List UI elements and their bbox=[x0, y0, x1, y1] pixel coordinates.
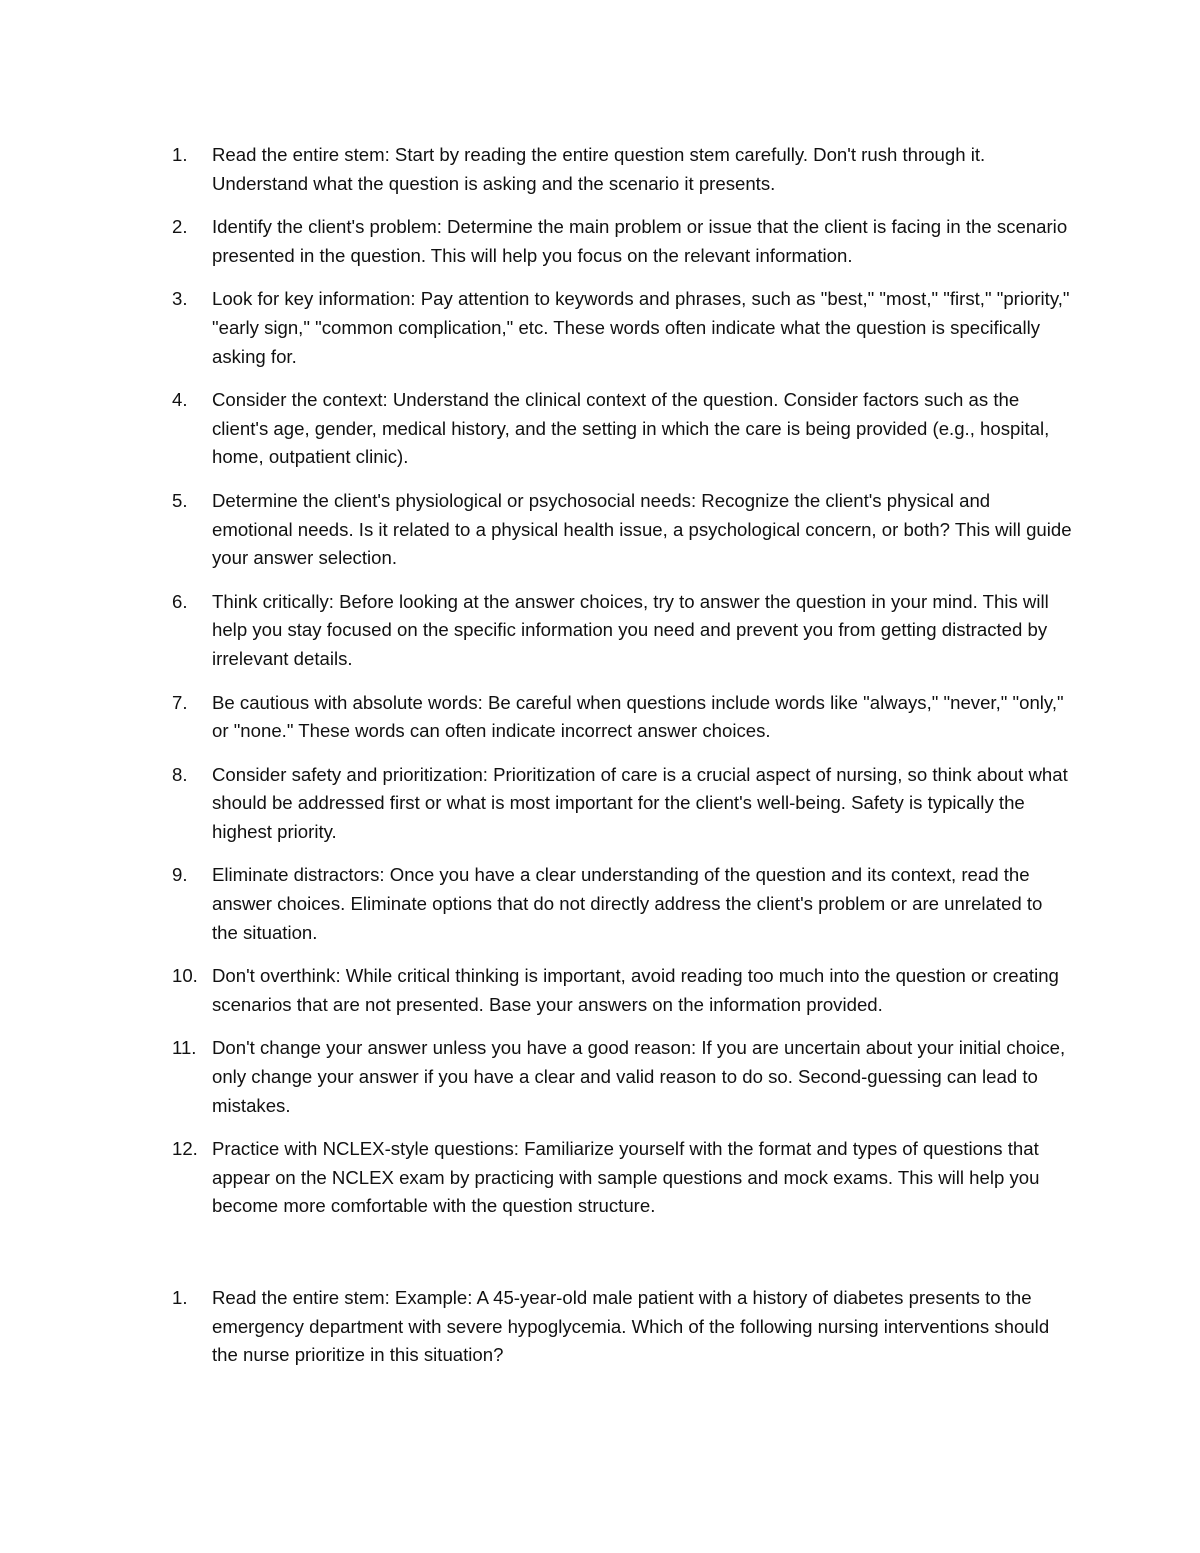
list-item bbox=[172, 689, 1072, 746]
list-item bbox=[172, 1034, 1072, 1120]
list-item bbox=[172, 285, 1072, 371]
item-text: Consider the context: Understand the clinical context of the question. Consider factors such as the client's age, gender, medical history, and the setting in which the care is being provided (e.g., hospital, home, outpatient clinic). bbox=[212, 389, 1050, 468]
item-number: 4. bbox=[172, 389, 188, 411]
item-number: 6. bbox=[172, 590, 188, 612]
list-item bbox=[172, 1284, 1072, 1370]
item-text: Don't overthink: While critical thinking is important, avoid reading too much into the question or creating scenarios that are not presented. Base your answers on the information provided. bbox=[212, 965, 1059, 1015]
list-item bbox=[172, 761, 1072, 847]
item-text: Think critically: Before looking at the answer choices, try to answer the question in your mind. This will help you stay focused on the specific information you need and prevent you from getting distracted by irrelevant details. bbox=[212, 590, 1049, 669]
item-text: Read the entire stem: Start by reading the entire question stem carefully. Don't rush through it. Understand what the question is asking and the scenario it presents. bbox=[212, 144, 986, 194]
item-number: 9. bbox=[172, 864, 188, 886]
item-number: 8. bbox=[172, 763, 188, 785]
item-number: 7. bbox=[172, 691, 188, 713]
list-item bbox=[172, 588, 1072, 674]
item-number: 11. bbox=[172, 1037, 197, 1059]
list-item bbox=[172, 213, 1072, 270]
item-number: 2. bbox=[172, 216, 188, 238]
item-text: Look for key information: Pay attention to keywords and phrases, such as "best," "most," "first," "priority," "early sign," "common complication," etc. These words often indicate what the question is specifically asking for. bbox=[212, 288, 1070, 367]
item-text: Read the entire stem: Example: A 45-year-old male patient with a history of diabetes presents to the emergency department with severe hypoglycemia. Which of the following nursing interventions should the nurse prioritize in this situation? bbox=[212, 1287, 1050, 1366]
item-number: 1. bbox=[172, 1287, 188, 1308]
item-text: Don't change your answer unless you have a good reason: If you are uncertain about your initial choice, only change your answer if you have a clear and valid reason to do so. Second-guessing can lead to mistakes. bbox=[212, 1037, 1066, 1116]
list-item bbox=[172, 962, 1072, 1019]
item-number: 5. bbox=[172, 489, 188, 511]
list-item bbox=[172, 1135, 1072, 1221]
list-item bbox=[172, 386, 1072, 472]
item-text: Consider safety and prioritization: Prioritization of care is a crucial aspect of nursing, so think about what should be addressed first or what is most important for the client's well-being. Safety is typically the highest priority. bbox=[212, 763, 1068, 842]
list-item bbox=[172, 487, 1072, 573]
tips-list bbox=[172, 141, 1072, 1236]
item-text: Eliminate distractors: Once you have a clear understanding of the question and its context, read the answer choices. Eliminate options that do not directly address the client's problem or are unrelated to the situation. bbox=[212, 864, 1043, 943]
item-text: Be cautious with absolute words: Be careful when questions include words like "always," "never," "only," or "none." These words can often indicate incorrect answer choices. bbox=[212, 691, 1064, 742]
example-list bbox=[172, 1284, 1072, 1385]
item-text: Determine the client's physiological or psychosocial needs: Recognize the client's physical and emotional needs. Is it related to a physical health issue, a psychological concern, or both? This will guide your answer selection. bbox=[212, 489, 1072, 569]
list-item bbox=[172, 141, 1072, 198]
item-number: 10. bbox=[172, 965, 198, 987]
item-number: 12. bbox=[172, 1138, 198, 1160]
item-text: Identify the client's problem: Determine the main problem or issue that the client is facing in the scenario presented in the question. This will help you focus on the relevant information. bbox=[212, 216, 1068, 266]
item-number: 1. bbox=[172, 144, 188, 165]
item-text: Practice with NCLEX-style questions: Familiarize yourself with the format and types of questions that appear on the NCLEX exam by practicing with sample questions and mock exams. This will help you become more comfortable with the question structure. bbox=[212, 1138, 1040, 1217]
item-number: 3. bbox=[172, 288, 188, 310]
list-item bbox=[172, 861, 1072, 947]
